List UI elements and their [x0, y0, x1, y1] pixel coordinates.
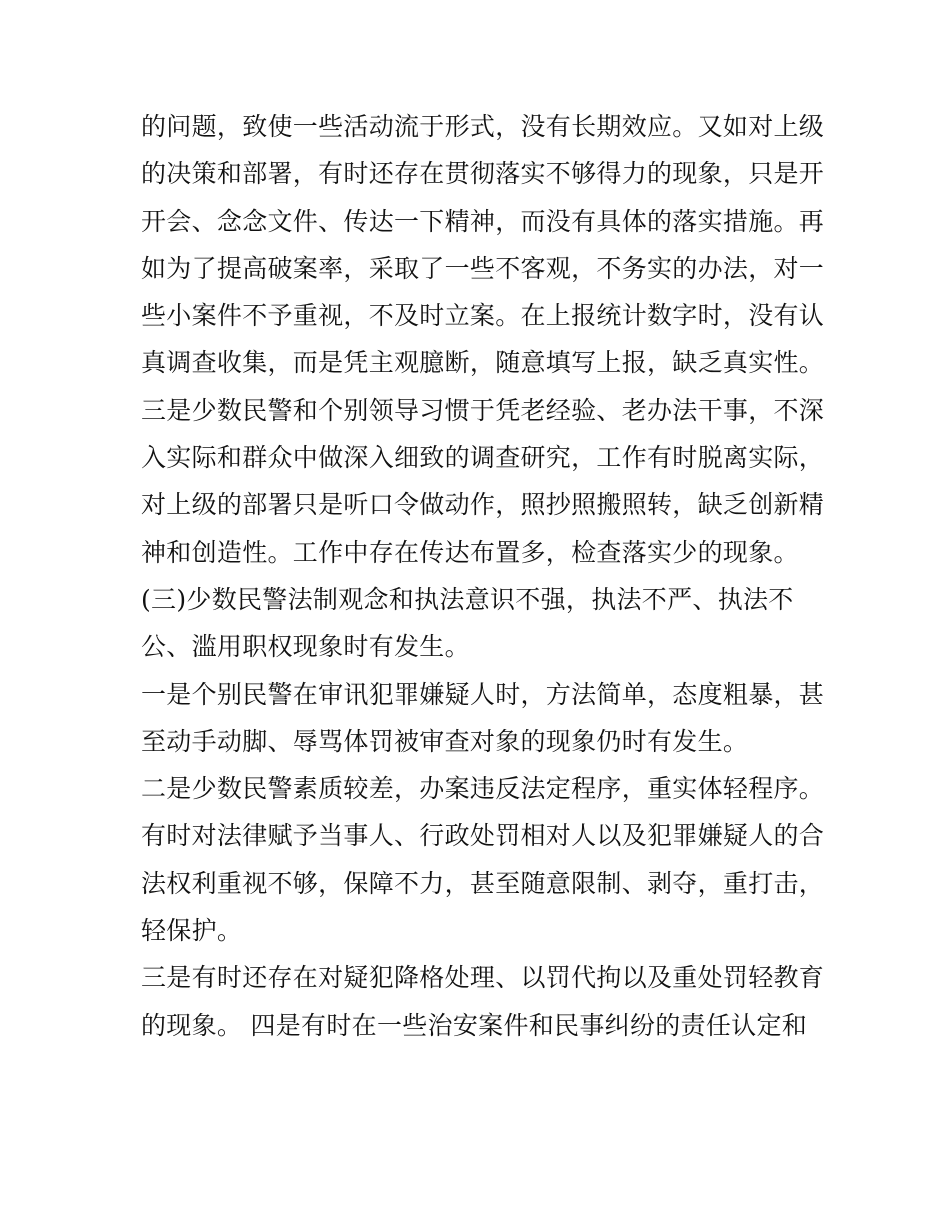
text-line: 有时对法律赋予当事人、行政处罚相对人以及犯罪嫌疑人的合	[141, 821, 825, 851]
text-line: 三是少数民警和个别领导习惯于凭老经验、老办法干事，不深	[141, 395, 825, 425]
text-line: 的问题，致使一些活动流于形式，没有长期效应。又如对上级	[141, 112, 825, 141]
text-line: 二是少数民警素质较差，办案违反法定程序，重实体轻程序。	[141, 774, 825, 804]
body-text	[141, 103, 825, 1049]
text-line: 一是个别民警在审讯犯罪嫌疑人时，方法简单，态度粗暴，甚	[141, 679, 825, 709]
text-line: 开会、念念文件、传达一下精神，而没有具体的落实措施。再	[141, 206, 825, 236]
text-line: 的决策和部署，有时还存在贯彻落实不够得力的现象，只是开	[141, 159, 825, 189]
text-line: 真调查收集，而是凭主观臆断，随意填写上报，缺乏真实性。	[141, 348, 825, 378]
text-line: 如为了提高破案率，采取了一些不客观，不务实的办法，对一	[141, 253, 825, 283]
text-line: 法权利重视不够，保障不力，甚至随意限制、剥夺，重打击，	[141, 868, 825, 898]
text-line: 神和创造性。工作中存在传达布置多，检查落实少的现象。	[141, 537, 799, 567]
text-line: 些小案件不予重视，不及时立案。在上报统计数字时，没有认	[141, 301, 825, 331]
text-line: 对上级的部署只是听口令做动作，照抄照搬照转，缺乏创新精	[141, 490, 825, 520]
section-heading-line: (三)少数民警法制观念和执法意识不强，执法不严、执法不	[141, 584, 794, 614]
text-line: 的现象。 四是有时在一些治安案件和民事纠纷的责任认定和	[141, 1010, 808, 1040]
section-heading-line: 公、滥用职权现象时有发生。	[141, 632, 470, 662]
text-line: 轻保护。	[141, 916, 243, 946]
text-line: 入实际和群众中做深入细致的调查研究，工作有时脱离实际，	[141, 443, 825, 473]
text-line: 至动手动脚、辱骂体罚被审查对象的现象仍时有发生。	[141, 726, 749, 756]
text-line: 三是有时还存在对疑犯降格处理、以罚代拘以及重处罚轻教育	[141, 963, 825, 993]
